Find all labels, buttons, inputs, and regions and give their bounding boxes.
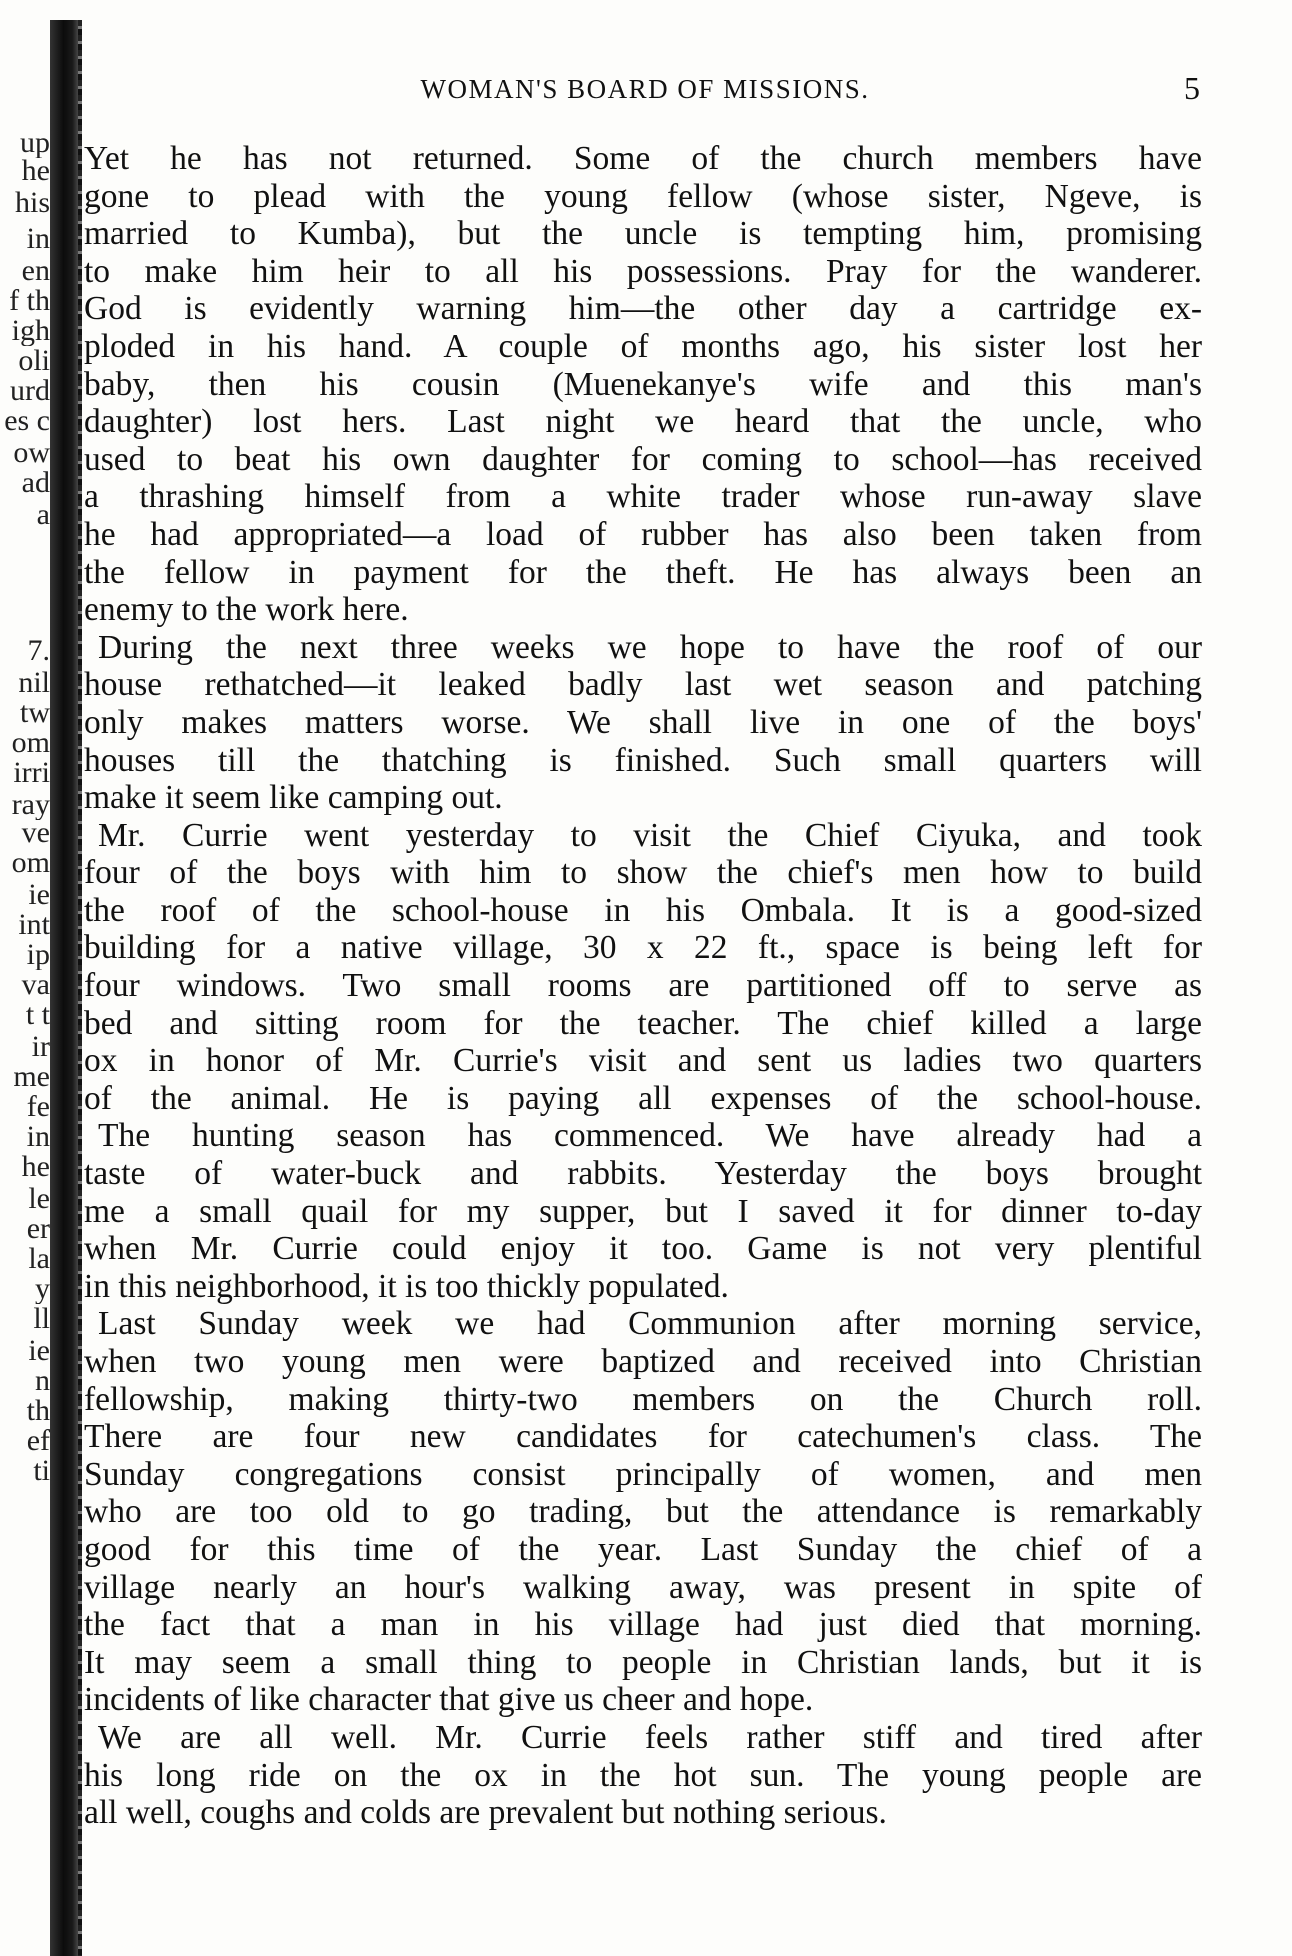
fragment: his	[14, 188, 50, 218]
text-line: incidents of like character that give us cheer and hope.	[84, 1681, 814, 1719]
text-line: house rethatched—it leaked badly last wet season and patching	[84, 666, 1202, 704]
fragment: t t	[25, 1000, 50, 1030]
fragment: tw	[20, 698, 50, 728]
text-line: used to beat his own daughter for coming to school—has received	[84, 440, 1202, 478]
fragment: th	[26, 1396, 50, 1426]
fragment: ll	[33, 1304, 50, 1334]
fragment: en	[21, 256, 50, 286]
fragment: es c	[4, 406, 50, 436]
text-line: taste of water-buck and rabbits. Yesterday the boys brought	[84, 1155, 1202, 1193]
body-text	[84, 140, 1202, 1832]
fragment: me	[13, 1062, 50, 1092]
text-line: the fact that a man in his village had just died that morning.	[84, 1606, 1202, 1644]
text-line: village nearly an hour's walking away, was present in spite of	[84, 1568, 1202, 1606]
fragment: a	[36, 500, 50, 530]
text-line: when Mr. Currie could enjoy it too. Game is not very plentiful	[84, 1230, 1202, 1268]
text-line: he had appropriated—a load of rubber has also been taken from	[84, 515, 1202, 553]
fragment: up	[20, 128, 50, 158]
fragment: ef	[26, 1426, 50, 1456]
fragment: la	[28, 1244, 50, 1274]
fragment: y	[35, 1274, 50, 1304]
fragment: ray	[11, 790, 50, 820]
fragment: int	[18, 910, 50, 940]
fragment: ad	[21, 468, 50, 498]
fragment: om	[11, 848, 50, 878]
text-line: when two young men were baptized and received into Christian	[84, 1343, 1202, 1380]
text-line: married to Kumba), but the uncle is tempting him, promising	[84, 215, 1202, 253]
text-line: houses till the thatching is finished. Such small quarters will	[84, 741, 1202, 779]
fragment: n	[35, 1366, 50, 1396]
text-line: We are all well. Mr. Currie feels rather stiff and tired after	[98, 1718, 1202, 1756]
fragment: igh	[11, 316, 50, 346]
page-header	[90, 70, 1200, 114]
running-head: WOMAN'S BOARD OF MISSIONS.	[420, 74, 870, 104]
fragment: irri	[13, 758, 50, 788]
text-line: who are too old to go trading, but the attendance is remarkably	[84, 1493, 1202, 1531]
fragment: he	[21, 1152, 50, 1182]
fragment: ie	[28, 880, 50, 910]
text-line: all well, coughs and colds are prevalent but nothing serious.	[84, 1794, 887, 1832]
fragment: he	[21, 156, 50, 186]
fragment: om	[11, 728, 50, 758]
fragment: er	[26, 1214, 50, 1244]
fragment: va	[21, 970, 50, 1000]
text-line: a thrashing himself from a white trader whose run-away slave	[84, 478, 1202, 516]
fragment: oli	[18, 346, 50, 376]
fragment: ow	[13, 438, 50, 468]
text-line: daughter) lost hers. Last night we heard that the uncle, who	[84, 403, 1202, 441]
fragment: in	[26, 1122, 50, 1152]
fragment: ip	[26, 940, 50, 970]
text-line: four windows. Two small rooms are partitioned off to serve as	[84, 967, 1202, 1005]
binding-gutter	[50, 20, 80, 1956]
fragment: in	[26, 224, 50, 254]
fragment: ie	[28, 1336, 50, 1366]
text-line: baby, then his cousin (Muenekanye's wife and this man's	[84, 365, 1202, 403]
page-number: 5	[1184, 70, 1200, 106]
text-line: fellowship, making thirty-two members on the Church roll.	[84, 1380, 1202, 1418]
text-line: It may seem a small thing to people in Christian lands, but it is	[84, 1643, 1202, 1681]
binding-edge	[78, 20, 82, 1956]
text-line: only makes matters worse. We shall live in one of the boys'	[84, 703, 1202, 741]
text-line: four of the boys with him to show the chief's men how to build	[84, 854, 1202, 892]
text-line: gone to plead with the young fellow (whose sister, Ngeve, is	[84, 177, 1202, 215]
text-line: building for a native village, 30 x 22 ft., space is being left for	[84, 929, 1202, 967]
fragment: 7.	[27, 636, 50, 666]
text-line: ploded in his hand. A couple of months ago, his sister lost her	[84, 327, 1202, 365]
text-line: of the animal. He is paying all expenses of the school-house.	[84, 1079, 1202, 1117]
fragment: ir	[31, 1032, 50, 1062]
text-line: the roof of the school-house in his Ombala. It is a good-sized	[84, 891, 1202, 929]
fragment: urd	[10, 376, 50, 406]
fragment: f th	[9, 286, 50, 316]
text-line: Sunday congregations consist principally of women, and men	[84, 1455, 1202, 1493]
text-line: enemy to the work here.	[84, 591, 409, 629]
text-line: me a small quail for my supper, but I saved it for dinner to-day	[84, 1192, 1202, 1230]
fragment: le	[28, 1184, 50, 1214]
text-line: good for this time of the year. Last Sunday the chief of a	[84, 1530, 1202, 1568]
text-line: ox in honor of Mr. Currie's visit and sent us ladies two quarters	[84, 1042, 1202, 1080]
text-line: Mr. Currie went yesterday to visit the Chief Ciyuka, and took	[98, 816, 1202, 854]
text-line: bed and sitting room for the teacher. The chief killed a large	[84, 1004, 1202, 1042]
text-line: Last Sunday week we had Communion after morning service,	[98, 1305, 1202, 1343]
text-line: God is evidently warning him—the other day a cartridge ex-	[84, 290, 1202, 328]
text-line: The hunting season has commenced. We have already had a	[98, 1117, 1202, 1155]
text-line: make it seem like camping out.	[84, 779, 503, 817]
text-line: in this neighborhood, it is too thickly populated.	[84, 1267, 729, 1305]
text-line: to make him heir to all his possessions. Pray for the wanderer.	[84, 252, 1202, 290]
fragment: nil	[18, 668, 50, 698]
text-line: There are four new candidates for catechumen's class. The	[84, 1418, 1202, 1456]
text-line: Yet he has not returned. Some of the church members have	[84, 140, 1202, 177]
text-line: During the next three weeks we hope to have the roof of our	[98, 628, 1202, 666]
fragment: fe	[26, 1092, 50, 1122]
facing-page-fragments	[0, 128, 50, 1950]
fragment: ve	[21, 818, 50, 848]
text-line: his long ride on the ox in the hot sun. The young people are	[84, 1756, 1202, 1794]
fragment: ti	[33, 1456, 50, 1486]
text-line: the fellow in payment for the theft. He has always been an	[84, 553, 1202, 591]
